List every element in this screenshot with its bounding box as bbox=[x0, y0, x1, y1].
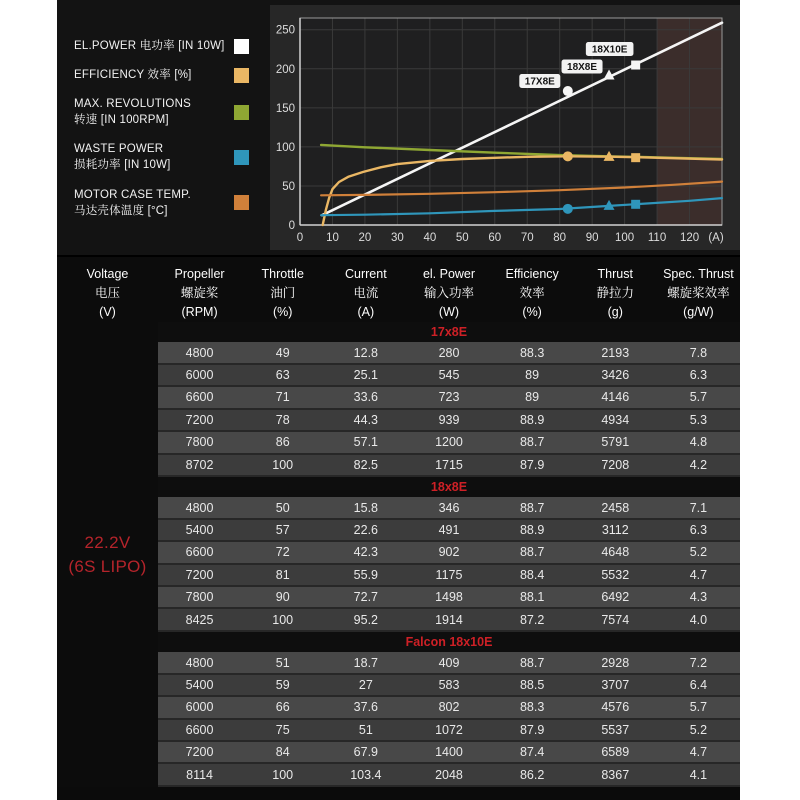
table-cell: 88.9 bbox=[519, 412, 545, 427]
table-cell: 4.1 bbox=[689, 767, 708, 782]
table-cell: 88.1 bbox=[519, 590, 545, 605]
table-cell: 27 bbox=[358, 677, 373, 692]
table-cell: 3112 bbox=[601, 523, 629, 537]
table-cell: 5.2 bbox=[689, 722, 708, 737]
table-cell: 72.7 bbox=[353, 590, 379, 605]
table-cell: 4.7 bbox=[689, 745, 708, 760]
table-cell: 88.9 bbox=[519, 523, 545, 537]
table-cell: 8114 bbox=[186, 767, 214, 782]
x-tick-label: 100 bbox=[615, 232, 635, 244]
table-cell: 88.7 bbox=[519, 500, 545, 515]
legend-item-motor-case-temp bbox=[74, 187, 270, 219]
table-cell: 25.1 bbox=[353, 368, 379, 383]
table-cell: 902 bbox=[438, 545, 460, 560]
propeller-label-text: 18X8E bbox=[567, 61, 598, 73]
x-tick-label: 120 bbox=[679, 232, 700, 244]
bottom-strip bbox=[57, 787, 740, 800]
table-cell: 71 bbox=[275, 390, 290, 405]
table-cell: 5400 bbox=[185, 523, 214, 537]
table-cell: 4.8 bbox=[689, 435, 708, 450]
column-header-spec-thrust: Spec. Thrust 螺旋桨效率 (g/W) bbox=[663, 267, 734, 319]
table-cell: 82.5 bbox=[353, 457, 379, 472]
table-cell: 409 bbox=[438, 655, 460, 670]
legend-item-waste-power bbox=[74, 141, 270, 173]
table-cell: 491 bbox=[438, 523, 460, 537]
table-row bbox=[158, 764, 740, 786]
legend-label-el-power: EL.POWER 电功率 [IN 10W] bbox=[74, 40, 225, 52]
legend-label-waste-power: WASTE POWER 损耗功率 [IN 10W] bbox=[74, 143, 171, 172]
voltage-battery-type: (6S LIPO) bbox=[68, 556, 147, 576]
legend-label-efficiency: EFFICIENCY 效率 [%] bbox=[74, 69, 192, 82]
table-cell: 4.2 bbox=[689, 457, 708, 472]
legend-item-el-power bbox=[74, 38, 270, 54]
table-row bbox=[158, 697, 740, 719]
table-cell: 103.4 bbox=[350, 767, 382, 782]
column-header-propeller: Propeller 螺旋桨 (RPM) bbox=[174, 267, 225, 319]
top-section bbox=[57, 0, 740, 255]
table-cell: 6492 bbox=[601, 590, 630, 605]
table-cell: 57 bbox=[275, 523, 290, 537]
column-header-efficiency: Efficiency 效率 (%) bbox=[505, 267, 559, 319]
table-cell: 5791 bbox=[601, 435, 630, 450]
legend-swatch-waste-power bbox=[234, 150, 249, 165]
table-cell: 100 bbox=[272, 457, 294, 472]
column-header-throttle: Throttle 油门 (%) bbox=[261, 267, 304, 319]
table-cell: 4934 bbox=[601, 412, 630, 427]
marker-square-efficiency bbox=[631, 153, 640, 162]
y-tick-label: 250 bbox=[275, 24, 295, 37]
table-row bbox=[158, 542, 740, 564]
x-tick-label: 110 bbox=[647, 232, 667, 244]
table-cell: 87.9 bbox=[519, 457, 545, 472]
legend-label-max-revolutions: MAX. REVOLUTIONS 转速 [IN 100RPM] bbox=[74, 98, 191, 127]
section-title-18x8e: 18x8E bbox=[158, 477, 740, 497]
table-cell: 8702 bbox=[185, 457, 214, 472]
table-cell: 4800 bbox=[185, 345, 214, 360]
table-row bbox=[158, 652, 740, 674]
table-cell: 5.7 bbox=[689, 700, 708, 715]
table-cell: 280 bbox=[438, 345, 460, 360]
table-row bbox=[158, 432, 740, 454]
table-row bbox=[158, 455, 740, 477]
legend-label-motor-case-temp: MOTOR CASE TEMP. 马达壳体温度 [°C] bbox=[74, 188, 191, 217]
table-cell: 7.8 bbox=[689, 345, 708, 360]
x-axis-unit: (A) bbox=[708, 232, 724, 244]
table-cell: 5400 bbox=[185, 677, 214, 692]
table-cell: 33.6 bbox=[353, 390, 379, 405]
table-cell: 8367 bbox=[601, 767, 630, 782]
y-tick-label: 200 bbox=[275, 63, 295, 76]
table-cell: 55.9 bbox=[353, 567, 379, 582]
column-header-thrust: Thrust 静拉力 (g) bbox=[596, 267, 635, 319]
table-cell: 6.3 bbox=[689, 523, 708, 537]
table-cell: 88.4 bbox=[519, 567, 545, 582]
table-cell: 4800 bbox=[185, 655, 214, 670]
propeller-label-text: 17X8E bbox=[524, 76, 555, 88]
x-tick-label: 20 bbox=[358, 232, 372, 244]
table-cell: 59 bbox=[275, 677, 290, 692]
y-tick-label: 0 bbox=[288, 220, 295, 232]
table-cell: 18.7 bbox=[353, 655, 379, 670]
marker-square-waste-power bbox=[631, 200, 640, 209]
table-cell: 6000 bbox=[185, 700, 214, 715]
x-tick-label: 30 bbox=[390, 232, 404, 244]
voltage-value: 22.2V bbox=[84, 532, 131, 552]
table-cell: 89 bbox=[525, 390, 540, 405]
table-cell: 2048 bbox=[435, 767, 463, 782]
table-cell: 7200 bbox=[185, 567, 214, 582]
column-header-current: Current 电流 (A) bbox=[345, 267, 387, 319]
table-row bbox=[158, 675, 740, 697]
legend-swatch-motor-case-temp bbox=[234, 195, 249, 210]
table-cell: 42.3 bbox=[353, 545, 379, 560]
table-cell: 5537 bbox=[601, 722, 630, 737]
table-cell: 1715 bbox=[435, 457, 463, 472]
table-row bbox=[158, 387, 740, 409]
marker-circle-el-power bbox=[563, 86, 573, 96]
table-cell: 1175 bbox=[435, 567, 463, 582]
section-title-17x8e: 17x8E bbox=[158, 322, 740, 342]
table-cell: 81 bbox=[275, 567, 290, 582]
table-cell: 44.3 bbox=[353, 412, 379, 427]
table-cell: 545 bbox=[438, 368, 460, 383]
table-cell: 1914 bbox=[435, 612, 463, 627]
content-panel bbox=[57, 0, 740, 800]
table-cell: 63 bbox=[275, 368, 290, 383]
table-cell: 12.8 bbox=[353, 345, 379, 360]
table-cell: 3707 bbox=[601, 677, 630, 692]
table-cell: 86 bbox=[275, 435, 290, 450]
table-cell: 51 bbox=[275, 655, 290, 670]
table-cell: 6589 bbox=[601, 745, 630, 760]
table-cell: 89 bbox=[525, 368, 540, 383]
table-cell: 37.6 bbox=[353, 700, 379, 715]
x-tick-label: 0 bbox=[296, 232, 304, 244]
table-cell: 66 bbox=[275, 700, 290, 715]
table-cell: 78 bbox=[275, 412, 290, 427]
table-cell: 57.1 bbox=[353, 435, 379, 450]
table-cell: 6600 bbox=[185, 545, 214, 560]
table-cell: 1400 bbox=[435, 745, 463, 760]
table-cell: 7.1 bbox=[689, 500, 708, 515]
x-tick-label: 90 bbox=[585, 232, 599, 244]
table-cell: 5.2 bbox=[689, 545, 708, 560]
table-cell: 3426 bbox=[601, 368, 630, 383]
table-cell: 88.7 bbox=[519, 435, 545, 450]
table-cell: 15.8 bbox=[353, 500, 379, 515]
table-cell: 6.4 bbox=[689, 677, 708, 692]
table-cell: 1072 bbox=[435, 722, 463, 737]
table-cell: 50 bbox=[275, 500, 290, 515]
performance-chart bbox=[270, 5, 740, 250]
table-row bbox=[158, 365, 740, 387]
table-row bbox=[158, 587, 740, 609]
table-cell: 7.2 bbox=[689, 655, 708, 670]
marker-square-el-power bbox=[631, 61, 640, 70]
table-cell: 4.3 bbox=[689, 590, 708, 605]
table-cell: 84 bbox=[275, 745, 290, 760]
table-cell: 6600 bbox=[185, 390, 214, 405]
table-cell: 22.6 bbox=[353, 523, 379, 537]
table-cell: 802 bbox=[438, 700, 460, 715]
table-header-row bbox=[57, 255, 740, 322]
table-row bbox=[158, 497, 740, 519]
table-row bbox=[158, 565, 740, 587]
table-cell: 67.9 bbox=[353, 745, 379, 760]
table-cell: 583 bbox=[438, 677, 460, 692]
table-cell: 86.2 bbox=[519, 767, 545, 782]
table-cell: 2193 bbox=[601, 345, 630, 360]
y-tick-label: 100 bbox=[275, 141, 295, 154]
table-cell: 939 bbox=[438, 412, 460, 427]
table-cell: 4.0 bbox=[689, 612, 708, 627]
table-cell: 2928 bbox=[601, 655, 630, 670]
table-cell: 8425 bbox=[185, 612, 214, 627]
table-row bbox=[158, 520, 740, 542]
table-cell: 7200 bbox=[185, 745, 214, 760]
table-cell: 88.5 bbox=[519, 677, 545, 692]
table-cell: 5.7 bbox=[689, 390, 708, 405]
table-row bbox=[158, 410, 740, 432]
table-cell: 95.2 bbox=[353, 612, 379, 627]
table-cell: 88.7 bbox=[519, 545, 545, 560]
table-cell: 4800 bbox=[185, 500, 214, 515]
table-cell: 2458 bbox=[601, 500, 630, 515]
marker-circle-waste-power bbox=[563, 204, 573, 214]
table-cell: 88.3 bbox=[519, 345, 545, 360]
x-tick-label: 40 bbox=[423, 232, 437, 244]
chart-legend bbox=[57, 0, 270, 255]
table-cell: 4146 bbox=[601, 390, 630, 405]
chart-panel bbox=[270, 5, 740, 250]
table-cell: 7208 bbox=[601, 457, 630, 472]
table-cell: 90 bbox=[275, 590, 290, 605]
table-cell: 100 bbox=[272, 612, 294, 627]
propeller-label-text: 18X10E bbox=[591, 44, 628, 56]
table-row bbox=[158, 742, 740, 764]
legend-item-efficiency bbox=[74, 67, 270, 83]
table-cell: 87.2 bbox=[519, 612, 545, 627]
table-row bbox=[158, 609, 740, 631]
table-cell: 87.9 bbox=[519, 722, 545, 737]
table-cell: 88.7 bbox=[519, 655, 545, 670]
table-cell: 5532 bbox=[601, 567, 630, 582]
table-row bbox=[158, 720, 740, 742]
x-tick-label: 80 bbox=[553, 232, 567, 244]
table-cell: 4576 bbox=[601, 700, 630, 715]
table-cell: 6000 bbox=[185, 368, 214, 383]
table-cell: 72 bbox=[275, 545, 290, 560]
table-cell: 4.7 bbox=[689, 567, 708, 582]
voltage-cell bbox=[57, 322, 158, 787]
x-tick-label: 10 bbox=[326, 232, 339, 244]
table-area bbox=[57, 322, 740, 787]
table-cell: 4648 bbox=[601, 545, 630, 560]
y-tick-label: 150 bbox=[275, 102, 295, 115]
section-title-falcon-18x10e: Falcon 18x10E bbox=[158, 632, 740, 652]
table-row bbox=[158, 342, 740, 364]
x-tick-label: 70 bbox=[520, 232, 534, 244]
table-cell: 7200 bbox=[185, 412, 214, 427]
legend-item-max-revolutions bbox=[74, 96, 270, 128]
table-cell: 1200 bbox=[435, 435, 463, 450]
table-cell: 87.4 bbox=[519, 745, 545, 760]
legend-swatch-efficiency bbox=[234, 68, 249, 83]
y-tick-label: 50 bbox=[282, 180, 295, 193]
column-header-el-power: el. Power 输入功率 (W) bbox=[422, 267, 476, 319]
table-cell: 723 bbox=[438, 390, 460, 405]
table-cell: 49 bbox=[275, 345, 290, 360]
table-cell: 88.3 bbox=[519, 700, 545, 715]
x-tick-label: 60 bbox=[488, 232, 502, 244]
table-cell: 7800 bbox=[185, 590, 214, 605]
table-cell: 100 bbox=[272, 767, 294, 782]
table-cell: 7800 bbox=[185, 435, 214, 450]
table-cell: 6600 bbox=[185, 722, 214, 737]
x-tick-label: 50 bbox=[455, 232, 469, 244]
table-cell: 51 bbox=[358, 722, 373, 737]
table-cell: 6.3 bbox=[689, 368, 708, 383]
legend-swatch-max-revolutions bbox=[234, 105, 249, 120]
table-body bbox=[158, 322, 740, 787]
table-cell: 1498 bbox=[435, 590, 463, 605]
table-cell: 346 bbox=[438, 500, 460, 515]
table-cell: 5.3 bbox=[689, 412, 708, 427]
table-cell: 75 bbox=[275, 722, 290, 737]
column-header-voltage: Voltage 电压 (V) bbox=[86, 267, 129, 319]
table-cell: 7574 bbox=[601, 612, 630, 627]
legend-swatch-el-power bbox=[234, 39, 249, 54]
marker-circle-efficiency bbox=[563, 151, 573, 161]
